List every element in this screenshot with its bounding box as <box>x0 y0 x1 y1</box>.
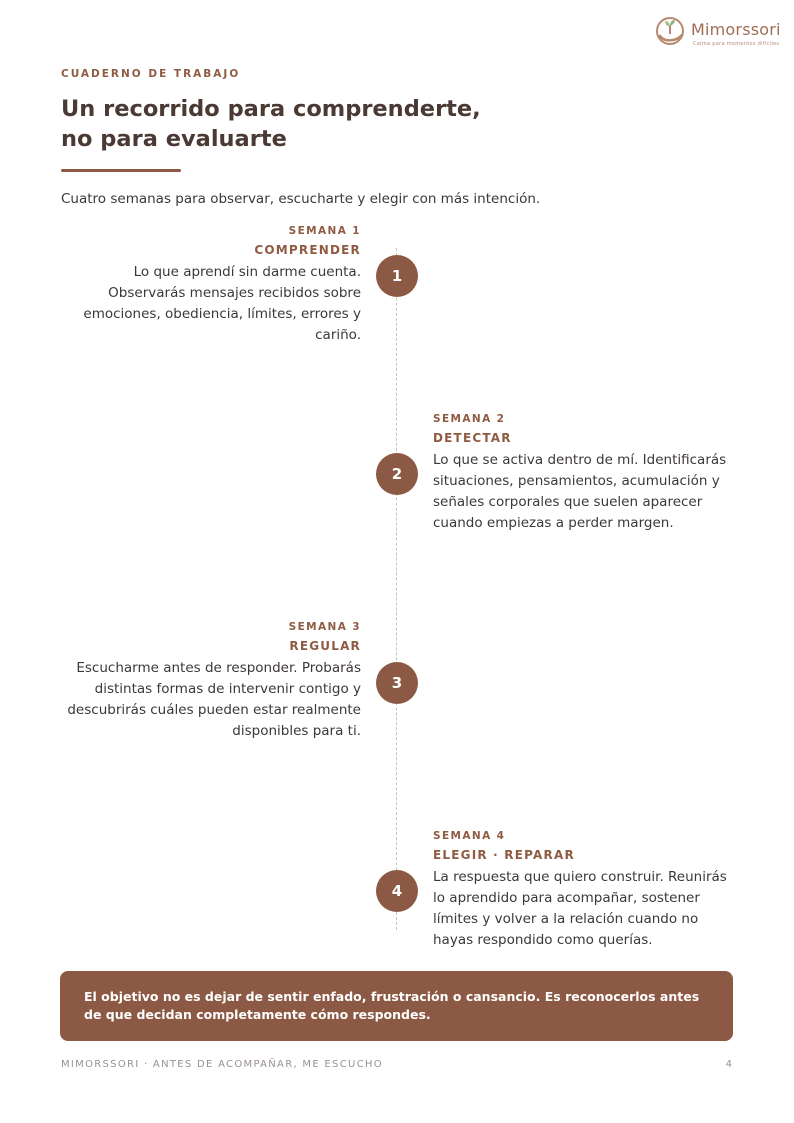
week-1-block <box>61 224 361 346</box>
week-3-marker: 3 <box>376 662 418 704</box>
brand-name: Mimorssori <box>691 20 781 39</box>
week-2-marker: 2 <box>376 453 418 495</box>
week-2-heading: DETECTAR <box>433 431 512 445</box>
callout-box <box>60 971 733 1041</box>
week-1-heading: COMPRENDER <box>254 243 361 257</box>
intro-text: Cuatro semanas para observar, escucharte y elegir con más intención. <box>61 191 541 207</box>
week-2-kicker: SEMANA 2 <box>433 413 506 425</box>
section-eyebrow: CUADERNO DE TRABAJO <box>61 68 241 80</box>
week-1-kicker: SEMANA 1 <box>288 225 361 237</box>
week-3-kicker: SEMANA 3 <box>288 621 361 633</box>
page-title-line-2: no para evaluarte <box>61 126 287 152</box>
timeline-dashed-line <box>396 248 397 930</box>
week-4-block <box>433 829 733 951</box>
week-1-text: Lo que aprendí sin darme cuenta. Observarás mensajes recibidos sobre emociones, obediencia, límites, errores y cariño. <box>83 264 361 343</box>
page-number: 4 <box>725 1059 732 1070</box>
footer-text: MIMORSSORI · ANTES DE ACOMPAÑAR, ME ESCUCHO <box>61 1059 383 1070</box>
brand-tagline: Calma para momentos difíciles <box>693 41 780 47</box>
brand-logo <box>654 14 782 50</box>
page-title-line-1: Un recorrido para comprenderte, <box>61 96 481 122</box>
week-2-text: Lo que se activa dentro de mí. Identificarás situaciones, pensamientos, acumulación y señales corporales que suelen aparecer cuando empiezas a perder margen. <box>433 452 727 531</box>
page-title <box>61 94 521 154</box>
hands-sprout-icon <box>654 14 688 48</box>
week-3-heading: REGULAR <box>289 639 361 653</box>
week-4-kicker: SEMANA 4 <box>433 830 506 842</box>
week-3-text: Escucharme antes de responder. Probarás distintas formas de intervenir contigo y descubrirás cuáles pueden estar realmente disponibles para ti. <box>67 660 361 739</box>
title-underline <box>61 169 181 172</box>
week-4-heading: ELEGIR · REPARAR <box>433 848 575 862</box>
week-4-marker: 4 <box>376 870 418 912</box>
week-3-block <box>61 620 361 742</box>
callout-text: El objetivo no es dejar de sentir enfado, frustración o cansancio. Es reconocerlos antes de que decidan completamente cómo respondes. <box>84 989 700 1022</box>
week-1-marker: 1 <box>376 255 418 297</box>
week-2-block <box>433 412 733 534</box>
week-4-text: La respuesta que quiero construir. Reunirás lo aprendido para acompañar, sostener límites y volver a la relación cuando no hayas respondido como querías. <box>433 869 727 948</box>
